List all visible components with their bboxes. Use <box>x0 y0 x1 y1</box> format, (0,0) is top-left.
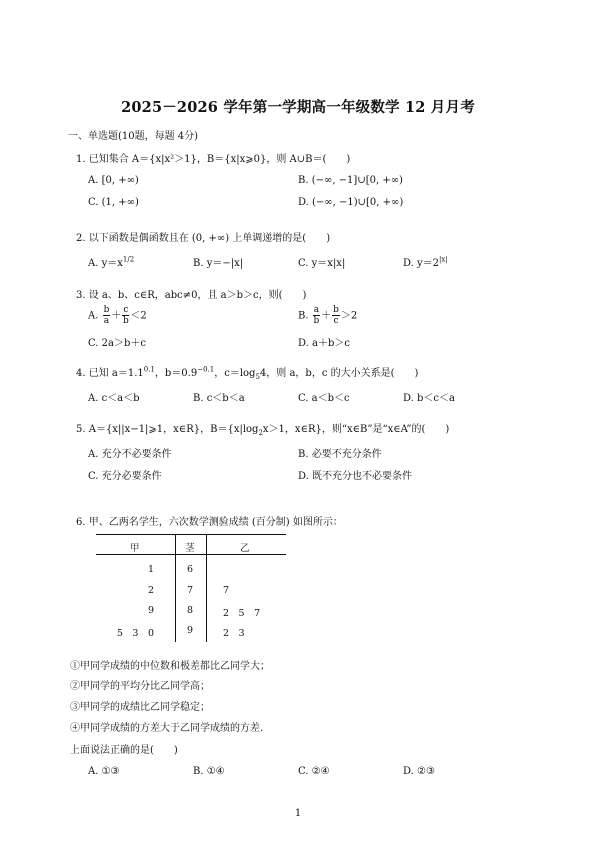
question-6-option-d: D. ②③ <box>403 766 435 777</box>
question-2-option-a-exponent: 1/2 <box>122 255 135 264</box>
question-6-stem: 6. 甲、乙两名学生，六次数学测验成绩 (百分制) 如图所示： <box>76 517 343 528</box>
denominator: a <box>103 316 110 326</box>
table-left-divider <box>175 534 176 642</box>
stem-row-1: 6 <box>187 564 194 575</box>
leaf-jia-row-2: 2 <box>147 585 154 596</box>
numerator: b <box>333 305 339 315</box>
stem-part: ，c＝log <box>214 368 256 379</box>
question-1-option-b: B. (−∞, −1]∪[0, +∞) <box>298 175 403 186</box>
stem-part: x＞1，x∈R}，则“x∈B”是“x∈A”的( ) <box>262 424 450 435</box>
leaf-jia-row-1: 1 <box>147 564 154 575</box>
question-5-option-c: C. 充分必要条件 <box>88 471 162 482</box>
question-2-option-a <box>88 254 134 269</box>
exponent: −0.1 <box>197 365 215 374</box>
denominator: c <box>333 316 339 326</box>
question-3-option-a <box>88 306 147 326</box>
fraction <box>332 306 340 326</box>
stem-row-4: 9 <box>187 625 194 636</box>
question-4-option-b: B. c＜b＜a <box>193 393 245 404</box>
question-6-ask: 上面说法正确的是( ) <box>70 745 178 756</box>
denominator: b <box>123 316 129 326</box>
leaf-yi-row-2: 7 <box>223 585 230 596</box>
plus-sign: ＋ <box>111 310 122 322</box>
question-1-option-d: D. (−∞, −1)∪[0, +∞) <box>298 197 404 208</box>
denominator: b <box>313 316 320 326</box>
question-2-option-d-base: D. y＝2 <box>403 258 440 269</box>
exponent-numerator: 1 <box>122 255 128 264</box>
header-jia: 甲 <box>130 543 140 554</box>
exponent-denominator: 2 <box>129 255 135 264</box>
question-6-option-a: A. ①③ <box>88 766 120 777</box>
header-stem: 茎 <box>185 543 195 554</box>
question-4-stem <box>76 364 418 381</box>
leaf-jia-row-4: 5 3 0 <box>116 628 154 639</box>
stem-leaf-plot <box>96 534 286 642</box>
fraction <box>313 306 320 326</box>
question-4-option-a: A. c＜a＜b <box>88 393 140 404</box>
page-title: 2025－2026 学年第一学期高一年级数学 12 月月考 <box>121 99 475 116</box>
question-2-option-a-base: A. y＝x <box>88 258 123 269</box>
numerator: c <box>123 305 129 315</box>
question-4-option-c: C. a＜b＜c <box>298 393 350 404</box>
question-1-option-a: A. [0, +∞) <box>88 175 139 186</box>
question-1-option-c: C. (1, +∞) <box>88 197 139 208</box>
statement-3: ③甲同学的成绩比乙同学稳定； <box>70 702 210 713</box>
question-2-option-b: B. y＝−|x| <box>193 258 244 269</box>
numerator: b <box>103 305 110 315</box>
page-number: 1 <box>294 808 302 819</box>
question-5-option-b: B. 必要不充分条件 <box>298 449 382 460</box>
question-4-option-d: D. b＜c＜a <box>403 393 455 404</box>
leaf-yi-row-3: 2 5 7 <box>223 608 261 619</box>
question-6-option-c: C. ②④ <box>298 766 330 777</box>
question-3-option-b <box>298 306 357 326</box>
question-3-option-d: D. a＋b＞c <box>298 338 350 349</box>
stem-row-3: 8 <box>187 605 194 616</box>
exponent: 0.1 <box>143 365 155 374</box>
table-header-rule <box>96 554 286 555</box>
question-1-stem: 1. 已知集合 A＝{x|x²＞1}，B＝{x|x⩾0}，则 A∪B＝( ) <box>76 154 351 165</box>
question-6-option-b: B. ①④ <box>193 766 225 777</box>
leaf-jia-row-3: 9 <box>147 605 154 616</box>
question-3-option-c: C. 2a＞b＋c <box>88 338 146 349</box>
question-5-stem <box>76 420 449 437</box>
stem-part: ，b＝0.9 <box>154 368 198 379</box>
question-2-option-d <box>403 254 448 269</box>
log-base: 2 <box>258 429 263 437</box>
question-3-stem: 3. 设 a、b、c∈R，abc≠0，且 a＞b＞c，则( ) <box>76 290 307 301</box>
log-base: 5 <box>255 373 260 381</box>
option-letter: A. <box>88 310 99 322</box>
numerator: a <box>313 305 320 315</box>
option-letter: B. <box>298 310 309 322</box>
stem-part: 4. 已知 a＝1.1 <box>76 368 144 379</box>
table-top-rule <box>96 534 286 535</box>
table-right-divider <box>206 534 207 642</box>
statement-2: ②甲同学的平均分比乙同学高； <box>70 681 210 692</box>
question-2-option-c: C. y＝x|x| <box>298 258 346 269</box>
header-yi: 乙 <box>240 543 250 554</box>
relation: ＜2 <box>130 310 147 322</box>
stem-part: 5. A＝{x||x−1|⩾1，x∈R}，B＝{x|log <box>76 424 259 435</box>
fraction <box>122 306 129 326</box>
leaf-yi-row-4: 2 3 <box>223 628 245 639</box>
question-2-stem: 2. 以下函数是偶函数且在 (0, +∞) 上单调递增的是( ) <box>76 233 331 244</box>
relation: ＞2 <box>340 310 358 322</box>
stem-part: 4，则 a，b，c 的大小关系是( ) <box>259 368 419 379</box>
question-5-option-a: A. 充分不必要条件 <box>88 449 172 460</box>
statement-1: ①甲同学成绩的中位数和极差都比乙同学大； <box>70 661 270 672</box>
plus-sign: ＋ <box>321 310 332 322</box>
stem-row-2: 7 <box>187 585 194 596</box>
question-2-option-d-exponent: |x| <box>439 255 448 264</box>
question-5-option-d: D. 既不充分也不必要条件 <box>298 471 413 482</box>
fraction <box>103 306 111 326</box>
statement-4: ④甲同学成绩的方差大于乙同学成绩的方差. <box>70 723 264 734</box>
section-heading: 一、单选题(10题，每题 4分) <box>68 131 199 142</box>
